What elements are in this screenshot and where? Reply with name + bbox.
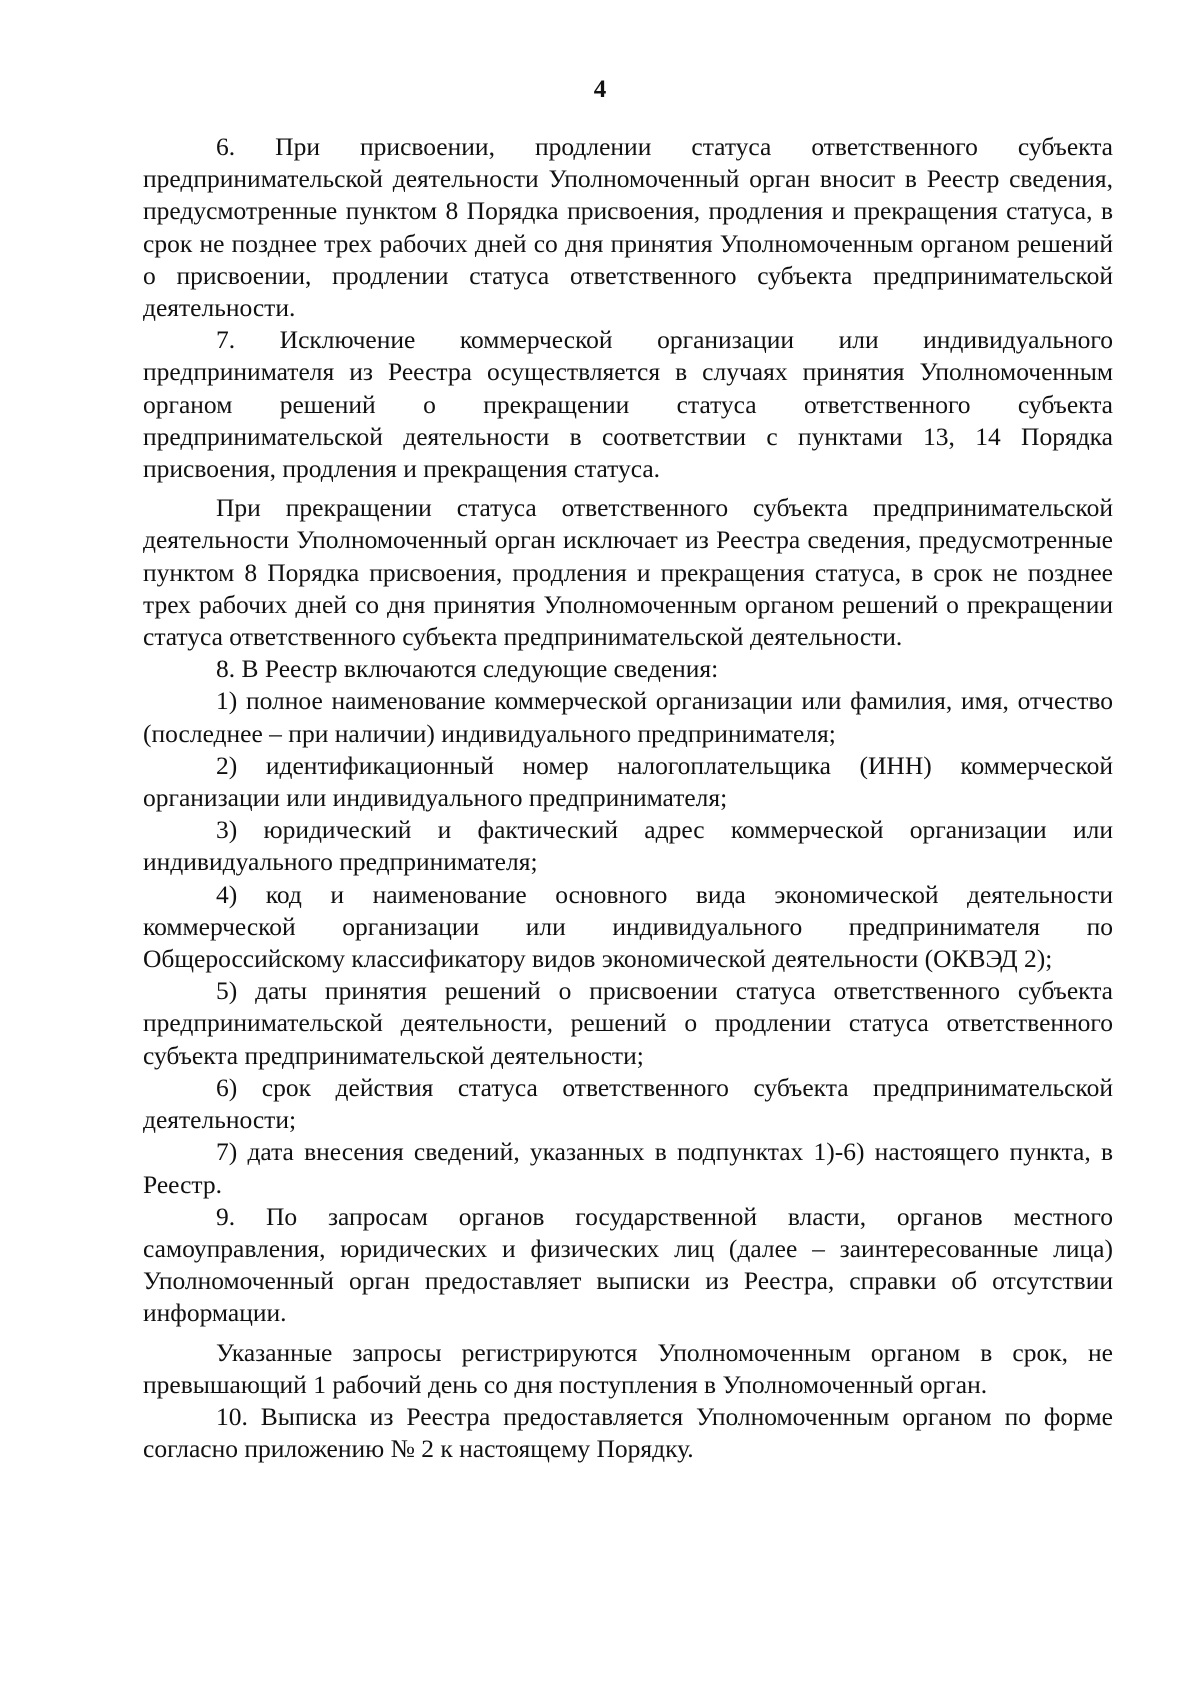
list-item-6: 6) срок действия статуса ответственного субъекта предпринимательской деятельности; [143, 1072, 1113, 1135]
paragraph-item-6: 6. При присвоении, продлении статуса ответственного субъекта предпринимательской деятельности Уполномоченный орган вносит в Реестр сведения, предусмотренные пунктом 8 Порядка присвоения, продления и прекращения статуса, в срок не позднее трех рабочих дней со дня принятия Уполномоченным органом решений о присвоении, продлении статуса ответственного субъекта предпринимательской деятельности. [143, 132, 1113, 323]
paragraph-status-termination: При прекращении статуса ответственного субъекта предпринимательской деятельности Уполномоченный орган исключает из Реестра сведения, предусмотренные пунктом 8 Порядка присвоения, продления и прекращения статуса, в срок не позднее трех рабочих дней со дня принятия Уполномоченным органом решений о прекращении статуса ответственного субъекта предпринимательской деятельности. [143, 493, 1113, 652]
paragraph-item-9: 9. По запросам органов государственной власти, органов местного самоуправления, юридических и физических лиц (далее – заинтересованные лица) Уполномоченный орган предоставляет выписки из Реестра, справки об отсутствии информации. [143, 1201, 1113, 1328]
list-item-5: 5) даты принятия решений о присвоении статуса ответственного субъекта предпринимательской деятельности, решений о продлении статуса ответственного субъекта предпринимательской деятельности; [143, 976, 1113, 1070]
list-item-3: 3) юридический и фактический адрес коммерческой организации или индивидуального предпринимателя; [143, 815, 1113, 877]
paragraph-item-8: 8. В Реестр включаются следующие сведения: [216, 654, 719, 684]
list-item-7: 7) дата внесения сведений, указанных в подпунктах 1)-6) настоящего пункта, в Реестр. [143, 1137, 1113, 1199]
document-body [143, 131, 1113, 1465]
list-item-1: 1) полное наименование коммерческой организации или фамилия, имя, отчество (последнее – при наличии) индивидуального предпринимателя; [143, 686, 1113, 748]
paragraph-item-7: 7. Исключение коммерческой организации или индивидуального предпринимателя из Реестра осуществляется в случаях принятия Уполномоченным органом решений о прекращении статуса ответственного субъекта предпринимательской деятельности в соответствии с пунктами 13, 14 Порядка присвоения, продления и прекращения статуса. [143, 325, 1113, 484]
list-item-4: 4) код и наименование основного вида экономической деятельности коммерческой организации или индивидуального предпринимателя по Общероссийскому классификатору видов экономической деятельности (ОКВЭД 2); [143, 879, 1113, 974]
list-item-2: 2) идентификационный номер налогоплательщика (ИНН) коммерческой организации или индивидуального предпринимателя; [143, 750, 1113, 813]
paragraph-requests-registration: Указанные запросы регистрируются Уполномоченным органом в срок, не превышающий 1 рабочий день со дня поступления в Уполномоченный орган. [143, 1337, 1113, 1399]
page-number: 4 [593, 76, 607, 103]
paragraph-item-10: 10. Выписка из Реестра предоставляется Уполномоченным органом по форме согласно приложению № 2 к настоящему Порядку. [143, 1401, 1113, 1464]
